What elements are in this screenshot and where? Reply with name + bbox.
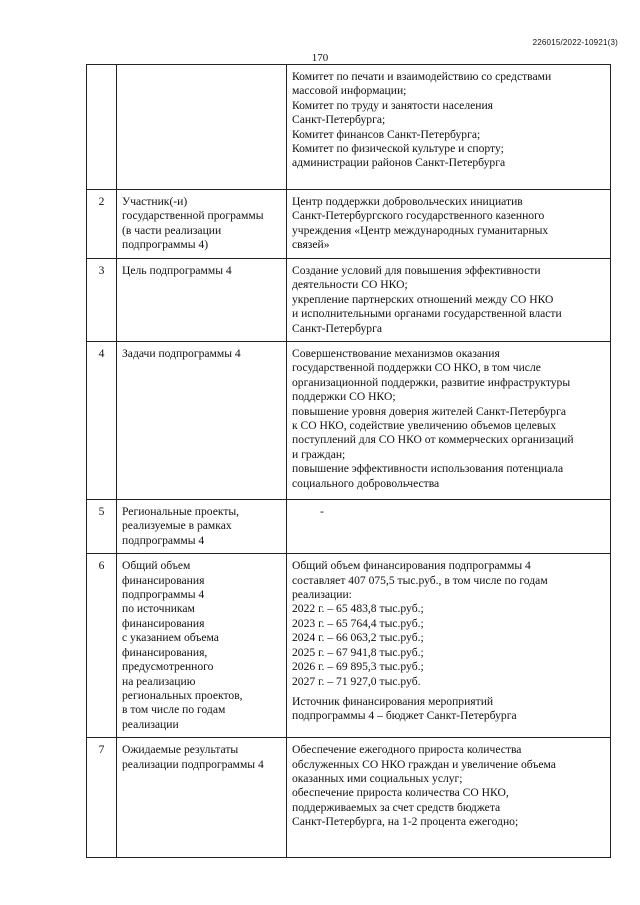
row-content-line: обеспечение прироста количества СО НКО, xyxy=(292,786,509,800)
row-content-line: Комитет по физической культуре и спорту; xyxy=(292,142,504,156)
row-label-line: реализации подпрограммы 4 xyxy=(122,757,264,771)
table-row xyxy=(87,554,611,738)
row-content-line: социального добровольчества xyxy=(292,476,440,490)
row-content-line: деятельности СО НКО; xyxy=(292,278,408,292)
row-label-line: (в части реализации xyxy=(122,223,222,237)
row-content-line: поступлений для СО НКО от коммерческих организаций xyxy=(292,433,574,447)
row-content-line: обслуженных СО НКО граждан и увеличение объема xyxy=(292,757,556,771)
row-content-line: оказанных ими социальных услуг; xyxy=(292,771,463,785)
row-content-line: связей» xyxy=(292,238,330,252)
row-label-cell xyxy=(117,65,287,190)
row-content-line: подпрограммы 4 – бюджет Санкт-Петербурга xyxy=(292,709,517,723)
row-label-line: Участник(-и) xyxy=(122,195,188,208)
row-content-line: - xyxy=(320,505,324,519)
row-number-cell xyxy=(87,738,117,858)
row-content-cell xyxy=(287,554,611,738)
row-label-cell xyxy=(117,259,287,342)
row-content-line: организационной поддержки, развитие инфраструктуры xyxy=(292,375,571,389)
row-content-line: составляет 407 075,5 тыс.руб., в том числе по годам xyxy=(292,573,548,587)
row-label-cell xyxy=(117,738,287,858)
row-content-line: Комитет финансов Санкт-Петербурга; xyxy=(292,127,481,141)
row-label-line: Ожидаемые результаты xyxy=(122,743,239,757)
row-content-line: реализации: xyxy=(292,588,352,602)
row-label-line: Общий объем xyxy=(122,559,191,573)
row-label-line: финансирования, xyxy=(122,645,208,659)
row-content-line: и граждан; xyxy=(292,447,346,461)
row-content-line: 2023 г. – 65 764,4 тыс.руб.; xyxy=(292,616,424,630)
row-label-line: предусмотренного xyxy=(122,660,214,674)
row-content-line: учреждения «Центр международных гуманитарных xyxy=(292,223,549,237)
row-number: 5 xyxy=(98,505,105,519)
row-content-line: Санкт-Петербургского государственного казенного xyxy=(292,209,545,223)
subprogram-passport-table xyxy=(86,64,611,858)
row-content-line: Совершенствование механизмов оказания xyxy=(292,347,500,361)
row-content-line: Комитет по печати и взаимодействию со средствами xyxy=(292,70,552,83)
row-content-line: повышение уровня доверия жителей Санкт-Петербурга xyxy=(292,404,567,418)
row-content-cell xyxy=(287,190,611,259)
row-content-line: 2027 г. – 71 927,0 тыс.руб. xyxy=(292,674,421,688)
row-content-line: массовой информации; xyxy=(292,84,407,98)
row-label-cell xyxy=(117,190,287,259)
row-content-line: государственной поддержки СО НКО, в том числе xyxy=(292,361,541,375)
row-number-cell xyxy=(87,259,117,342)
row-label-line: подпрограммы 4 xyxy=(122,588,205,602)
row-content-line: Центр поддержки добровольческих инициатив xyxy=(292,195,523,208)
row-label-line: государственной программы xyxy=(122,209,264,223)
row-label-line: Региональные проекты, xyxy=(122,505,240,519)
row-content-line: 2022 г. – 65 483,8 тыс.руб.; xyxy=(292,602,424,616)
row-number: 7 xyxy=(98,743,105,757)
row-content-line: Санкт-Петербурга; xyxy=(292,113,386,127)
row-label-line: с указанием объема xyxy=(122,631,219,645)
row-content-line: администрации районов Санкт-Петербурга xyxy=(292,156,506,170)
row-number-cell xyxy=(87,342,117,500)
row-content-line: Создание условий для повышения эффективности xyxy=(292,264,541,277)
row-label-cell xyxy=(117,500,287,554)
row-label-line: финансирования xyxy=(122,616,205,630)
table-row xyxy=(87,342,611,500)
row-label-line: в том числе по годам xyxy=(122,703,226,717)
row-content-line: 2025 г. – 67 941,8 тыс.руб.; xyxy=(292,645,424,659)
row-number-cell xyxy=(87,65,117,190)
row-content-line: Источник финансирования мероприятий xyxy=(292,694,494,708)
row-content-line: 2024 г. – 66 063,2 тыс.руб.; xyxy=(292,631,424,645)
row-number: 4 xyxy=(98,347,105,361)
table-row xyxy=(87,65,611,190)
row-content-line: и исполнительными органами государственной власти xyxy=(292,307,562,321)
row-content-line: к СО НКО, содействие увеличению объемов целевых xyxy=(292,419,556,433)
row-number-cell xyxy=(87,554,117,738)
table-row xyxy=(87,190,611,259)
row-content-cell xyxy=(287,500,611,554)
row-label-line: реализации xyxy=(122,717,179,731)
row-number: 2 xyxy=(98,195,105,208)
row-content-line: поддержки СО НКО; xyxy=(292,390,396,404)
row-content-line: Комитет по труду и занятости населения xyxy=(292,98,493,112)
row-content-cell xyxy=(287,259,611,342)
row-content-cell xyxy=(287,342,611,500)
row-content-line: поддерживаемых за счет средств бюджета xyxy=(292,800,501,814)
table-row xyxy=(87,259,611,342)
row-label-line: по источникам xyxy=(122,602,195,616)
row-content-line: повышение эффективности использования потенциала xyxy=(292,462,564,476)
row-content-line: 2026 г. – 69 895,3 тыс.руб.; xyxy=(292,660,424,674)
row-label-line: финансирования xyxy=(122,573,205,587)
row-content-line: Общий объем финансирования подпрограммы 4 xyxy=(292,559,531,573)
row-label-line: реализуемые в рамках xyxy=(122,519,232,533)
row-label-line: региональных проектов, xyxy=(122,688,243,702)
table-row xyxy=(87,500,611,554)
row-content-cell xyxy=(287,738,611,858)
row-number-cell xyxy=(87,500,117,554)
table-row xyxy=(87,738,611,858)
row-content-line: Санкт-Петербурга xyxy=(292,321,382,335)
row-content-line: Обеспечение ежегодного прироста количества xyxy=(292,743,522,757)
row-number: 6 xyxy=(98,559,105,573)
row-label-line: на реализацию xyxy=(122,674,196,688)
row-label-line: Цель подпрограммы 4 xyxy=(122,264,232,277)
row-label-line: Задачи подпрограммы 4 xyxy=(122,347,241,361)
row-label-line: подпрограммы 4) xyxy=(122,238,209,252)
row-content-line: Санкт-Петербурга, на 1-2 процента ежегодно; xyxy=(292,815,519,829)
row-label-line: подпрограммы 4 xyxy=(122,533,205,547)
row-label-cell xyxy=(117,554,287,738)
row-number-cell xyxy=(87,190,117,259)
row-content-cell xyxy=(287,65,611,190)
row-content-line: укрепление партнерских отношений между СО НКО xyxy=(292,292,554,306)
document-id: 226015/2022-10921(3) xyxy=(532,38,618,47)
row-label-cell xyxy=(117,342,287,500)
page-number: 170 xyxy=(311,52,329,64)
row-number: 3 xyxy=(98,264,105,277)
